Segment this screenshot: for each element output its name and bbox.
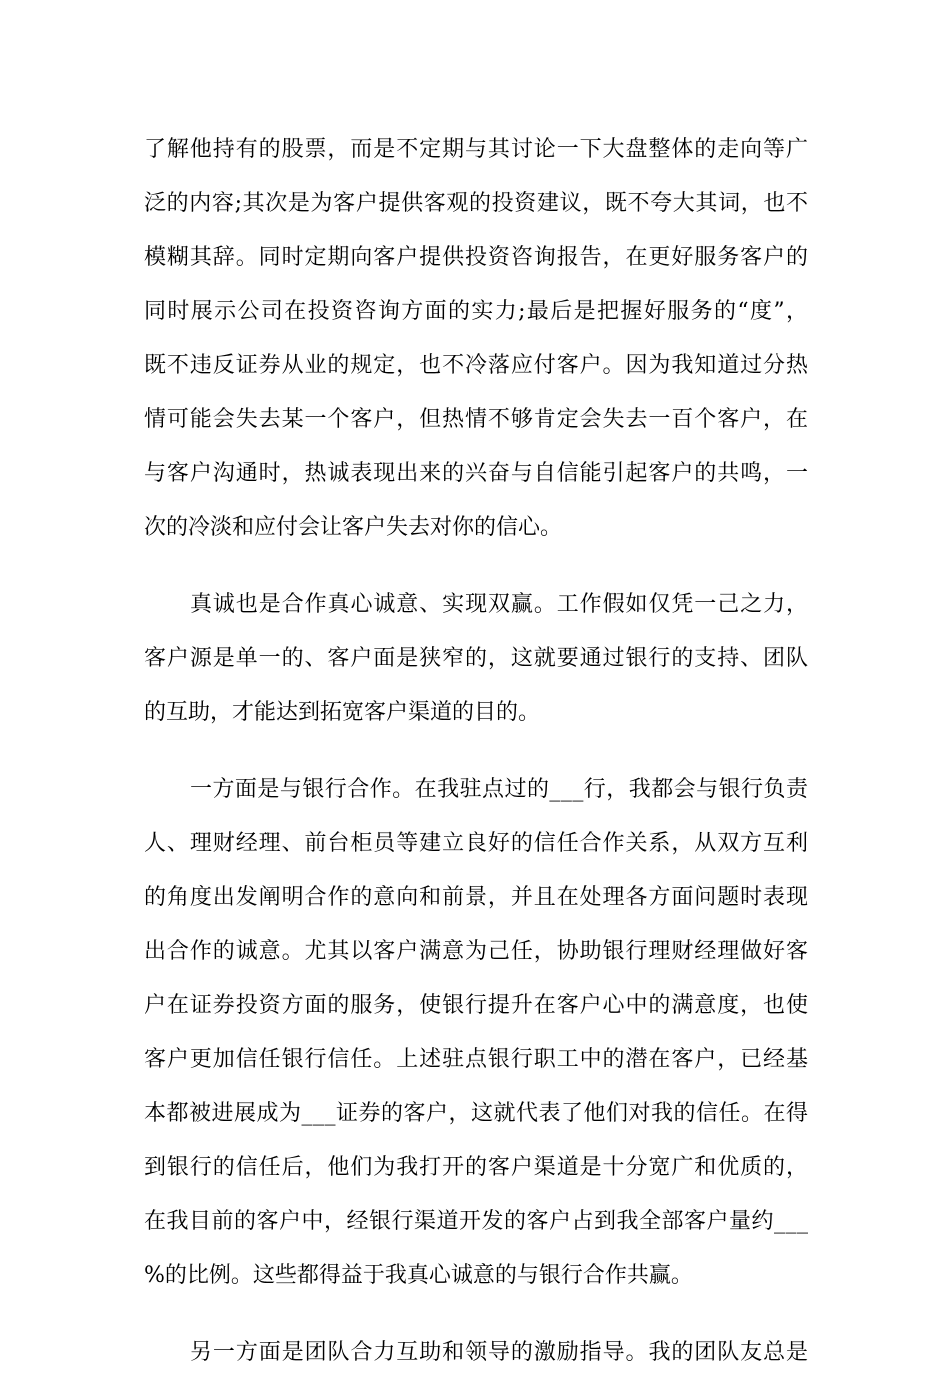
line-text: 出合作的诚意。尤其以客户满意为己任，协助银行理财经理做好客 bbox=[144, 939, 809, 964]
line-text: 情可能会失去某一个客户，但热情不够肯定会失去一百个客户，在 bbox=[144, 407, 809, 432]
line-text: 客户源是单一的、客户面是狭窄的，这就要通过银行的支持、团队 bbox=[144, 646, 809, 671]
line-text: 到银行的信任后，他们为我打开的客户渠道是十分宽广和优质的， bbox=[144, 1155, 809, 1180]
text-line bbox=[144, 925, 808, 979]
line-text: 的互助，才能达到拓宽客户渠道的目的。 bbox=[144, 700, 541, 725]
text-line bbox=[144, 763, 808, 817]
line-text: 一方面是与银行合作。在我驻点过的___行，我都会与银行负责 bbox=[190, 777, 809, 802]
text-line bbox=[144, 1087, 808, 1141]
text-line bbox=[144, 339, 808, 393]
text-line bbox=[144, 632, 808, 686]
line-text: 客户更加信任银行信任。上述驻点银行职工中的潜在客户，已经基 bbox=[144, 1047, 809, 1072]
line-text: 与客户沟通时，热诚表现出来的兴奋与自信能引起客户的共鸣，一 bbox=[144, 461, 809, 486]
paragraph-gap bbox=[144, 740, 808, 763]
text-line bbox=[144, 231, 808, 285]
text-line bbox=[144, 393, 808, 447]
text-line bbox=[144, 177, 808, 231]
line-text: 既不违反证券从业的规定，也不冷落应付客户。因为我知道过分热 bbox=[144, 353, 809, 378]
line-text: 另一方面是团队合力互助和领导的激励指导。我的团队友总是 bbox=[190, 1340, 809, 1365]
text-line bbox=[144, 871, 808, 925]
text-line bbox=[144, 578, 808, 632]
line-text: %的比例。这些都得益于我真心诚意的与银行合作共赢。 bbox=[144, 1263, 693, 1288]
line-text: 模糊其辞。同时定期向客户提供投资咨询报告，在更好服务客户的 bbox=[144, 245, 809, 270]
line-text: 户在证券投资方面的服务，使银行提升在客户心中的满意度，也使 bbox=[144, 993, 809, 1018]
document-body bbox=[144, 123, 808, 1380]
line-text: 了解他持有的股票，而是不定期与其讨论一下大盘整体的走向等广 bbox=[144, 137, 809, 162]
text-line bbox=[144, 686, 808, 740]
text-line bbox=[144, 1326, 808, 1380]
paragraph-gap bbox=[144, 555, 808, 578]
text-line bbox=[144, 979, 808, 1033]
line-text: 人、理财经理、前台柜员等建立良好的信任合作关系，从双方互利 bbox=[144, 831, 809, 856]
text-line bbox=[144, 817, 808, 871]
line-text: 同时展示公司在投资咨询方面的实力;最后是把握好服务的“度”， bbox=[144, 299, 810, 324]
text-line bbox=[144, 1141, 808, 1195]
line-text: 在我目前的客户中，经银行渠道开发的客户占到我全部客户量约___ bbox=[144, 1209, 809, 1234]
text-line bbox=[144, 1249, 808, 1303]
paragraph-gap bbox=[144, 1303, 808, 1326]
line-text: 泛的内容;其次是为客户提供客观的投资建议，既不夸大其词，也不 bbox=[144, 191, 809, 216]
text-line bbox=[144, 501, 808, 555]
line-text: 次的冷淡和应付会让客户失去对你的信心。 bbox=[144, 515, 563, 540]
text-line bbox=[144, 1033, 808, 1087]
text-line bbox=[144, 1195, 808, 1249]
line-text: 的角度出发阐明合作的意向和前景，并且在处理各方面问题时表现 bbox=[144, 885, 809, 910]
text-line bbox=[144, 447, 808, 501]
line-text: 本都被进展成为___证券的客户，这就代表了他们对我的信任。在得 bbox=[144, 1101, 809, 1126]
text-line bbox=[144, 123, 808, 177]
line-text: 真诚也是合作真心诚意、实现双赢。工作假如仅凭一己之力， bbox=[190, 592, 809, 617]
text-line bbox=[144, 285, 808, 339]
